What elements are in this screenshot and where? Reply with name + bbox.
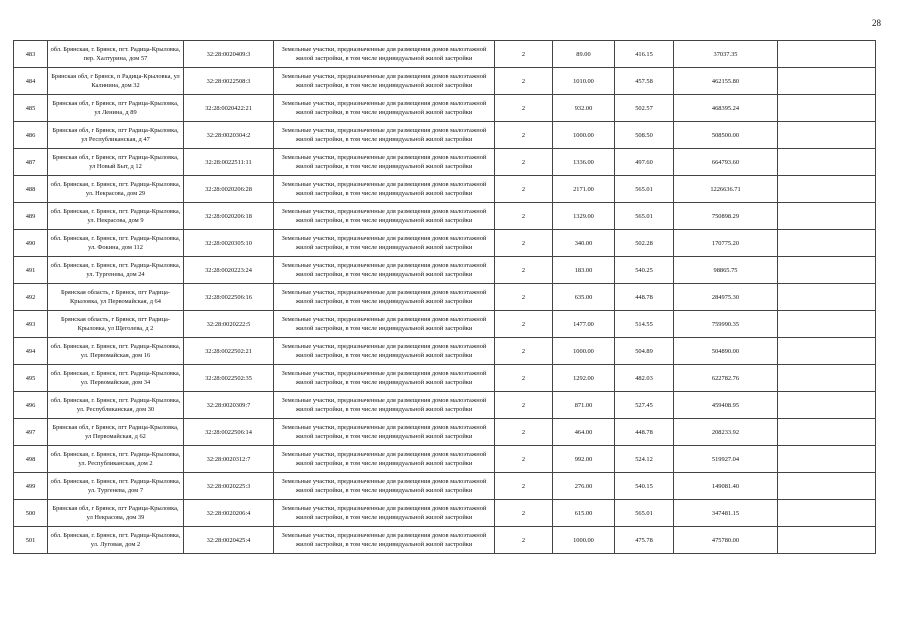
specific-value-cell: 482.03 bbox=[615, 365, 674, 392]
land-use-category-cell: Земельные участки, предназначенные для размещения домов малоэтажной жилой застройки, в том числе индивидуальной жилой застройки bbox=[274, 446, 495, 473]
land-use-category-cell: Земельные участки, предназначенные для размещения домов малоэтажной жилой застройки, в том числе индивидуальной жилой застройки bbox=[274, 392, 495, 419]
empty-cell bbox=[778, 41, 876, 68]
table-row bbox=[14, 230, 876, 257]
group-cell: 2 bbox=[495, 338, 553, 365]
cadastral-cost-cell: 284975.30 bbox=[674, 284, 778, 311]
table-row bbox=[14, 149, 876, 176]
specific-value-cell: 502.57 bbox=[615, 95, 674, 122]
row-number-cell: 501 bbox=[14, 527, 48, 554]
table-row bbox=[14, 446, 876, 473]
area-cell: 1010.00 bbox=[553, 68, 615, 95]
row-number-cell: 485 bbox=[14, 95, 48, 122]
specific-value-cell: 540.25 bbox=[615, 257, 674, 284]
group-cell: 2 bbox=[495, 500, 553, 527]
row-number-cell: 500 bbox=[14, 500, 48, 527]
land-use-category-cell: Земельные участки, предназначенные для размещения домов малоэтажной жилой застройки, в том числе индивидуальной жилой застройки bbox=[274, 203, 495, 230]
group-cell: 2 bbox=[495, 284, 553, 311]
group-cell: 2 bbox=[495, 419, 553, 446]
cadastral-cost-cell: 208233.92 bbox=[674, 419, 778, 446]
address-cell: обл. Брянская, г. Брянск, пгт. Радица-Крыловка, ул. Некрасова, дом 29 bbox=[48, 176, 184, 203]
land-use-category-cell: Земельные участки, предназначенные для размещения домов малоэтажной жилой застройки, в том числе индивидуальной жилой застройки bbox=[274, 95, 495, 122]
cadastral-number-cell: 32:28:0022502:35 bbox=[184, 365, 274, 392]
empty-cell bbox=[778, 500, 876, 527]
empty-cell bbox=[778, 230, 876, 257]
cadastral-number-cell: 32:28:0020206:4 bbox=[184, 500, 274, 527]
specific-value-cell: 565.01 bbox=[615, 203, 674, 230]
address-cell: обл. Брянская, г. Брянск, пгт. Радица-Крыловка, пер. Халтурина, дом 57 bbox=[48, 41, 184, 68]
group-cell: 2 bbox=[495, 365, 553, 392]
cadastral-cost-cell: 98865.75 bbox=[674, 257, 778, 284]
table-row bbox=[14, 419, 876, 446]
cadastral-number-cell: 32:28:0022506:16 bbox=[184, 284, 274, 311]
table-row bbox=[14, 392, 876, 419]
empty-cell bbox=[778, 311, 876, 338]
empty-cell bbox=[778, 95, 876, 122]
cadastral-cost-cell: 459408.95 bbox=[674, 392, 778, 419]
land-use-category-cell: Земельные участки, предназначенные для размещения домов малоэтажной жилой застройки, в том числе индивидуальной жилой застройки bbox=[274, 473, 495, 500]
land-use-category-cell: Земельные участки, предназначенные для размещения домов малоэтажной жилой застройки, в том числе индивидуальной жилой застройки bbox=[274, 419, 495, 446]
group-cell: 2 bbox=[495, 68, 553, 95]
cadastral-number-cell: 32:28:0020222:5 bbox=[184, 311, 274, 338]
table-row bbox=[14, 257, 876, 284]
row-number-cell: 483 bbox=[14, 41, 48, 68]
cadastral-number-cell: 32:28:0020206:28 bbox=[184, 176, 274, 203]
cadastral-number-cell: 32:28:0020206:18 bbox=[184, 203, 274, 230]
table-row bbox=[14, 365, 876, 392]
cadastral-value-table bbox=[13, 40, 876, 554]
row-number-cell: 490 bbox=[14, 230, 48, 257]
area-cell: 340.00 bbox=[553, 230, 615, 257]
table-row bbox=[14, 68, 876, 95]
empty-cell bbox=[778, 257, 876, 284]
cadastral-cost-cell: 750898.29 bbox=[674, 203, 778, 230]
area-cell: 1000.00 bbox=[553, 122, 615, 149]
land-use-category-cell: Земельные участки, предназначенные для размещения домов малоэтажной жилой застройки, в том числе индивидуальной жилой застройки bbox=[274, 41, 495, 68]
cadastral-number-cell: 32:28:0020304:2 bbox=[184, 122, 274, 149]
table-row bbox=[14, 338, 876, 365]
address-cell: обл. Брянская, г. Брянск, пгт. Радица-Крыловка, ул. Некрасова, дом 9 bbox=[48, 203, 184, 230]
specific-value-cell: 565.01 bbox=[615, 500, 674, 527]
specific-value-cell: 502.28 bbox=[615, 230, 674, 257]
area-cell: 615.00 bbox=[553, 500, 615, 527]
cadastral-cost-cell: 622782.76 bbox=[674, 365, 778, 392]
empty-cell bbox=[778, 203, 876, 230]
empty-cell bbox=[778, 338, 876, 365]
row-number-cell: 495 bbox=[14, 365, 48, 392]
area-cell: 1477.00 bbox=[553, 311, 615, 338]
empty-cell bbox=[778, 365, 876, 392]
area-cell: 1336.00 bbox=[553, 149, 615, 176]
land-use-category-cell: Земельные участки, предназначенные для размещения домов малоэтажной жилой застройки, в том числе индивидуальной жилой застройки bbox=[274, 365, 495, 392]
table-row bbox=[14, 284, 876, 311]
land-use-category-cell: Земельные участки, предназначенные для размещения домов малоэтажной жилой застройки, в том числе индивидуальной жилой застройки bbox=[274, 176, 495, 203]
address-cell: Брянская обл, г Брянск, пгт Радица-Крыловка, ул Первомайская, д 62 bbox=[48, 419, 184, 446]
cadastral-number-cell: 32:28:0020312:7 bbox=[184, 446, 274, 473]
specific-value-cell: 527.45 bbox=[615, 392, 674, 419]
specific-value-cell: 475.78 bbox=[615, 527, 674, 554]
area-cell: 992.00 bbox=[553, 446, 615, 473]
specific-value-cell: 448.78 bbox=[615, 284, 674, 311]
empty-cell bbox=[778, 392, 876, 419]
table-row bbox=[14, 311, 876, 338]
area-cell: 1000.00 bbox=[553, 527, 615, 554]
land-use-category-cell: Земельные участки, предназначенные для размещения домов малоэтажной жилой застройки, в том числе индивидуальной жилой застройки bbox=[274, 500, 495, 527]
address-cell: обл. Брянская, г. Брянск, пгт. Радица-Крыловка, ул. Республиканская, дом 30 bbox=[48, 392, 184, 419]
cadastral-number-cell: 32:28:0020409:3 bbox=[184, 41, 274, 68]
group-cell: 2 bbox=[495, 176, 553, 203]
area-cell: 183.00 bbox=[553, 257, 615, 284]
row-number-cell: 499 bbox=[14, 473, 48, 500]
area-cell: 635.00 bbox=[553, 284, 615, 311]
page-number: 28 bbox=[872, 18, 881, 28]
row-number-cell: 494 bbox=[14, 338, 48, 365]
specific-value-cell: 497.60 bbox=[615, 149, 674, 176]
row-number-cell: 496 bbox=[14, 392, 48, 419]
area-cell: 1292.00 bbox=[553, 365, 615, 392]
row-number-cell: 489 bbox=[14, 203, 48, 230]
address-cell: обл. Брянская, г. Брянск, пгт. Радица-Крыловка, ул. Тургенева, дом 24 bbox=[48, 257, 184, 284]
empty-cell bbox=[778, 284, 876, 311]
area-cell: 276.00 bbox=[553, 473, 615, 500]
cadastral-cost-cell: 347481.15 bbox=[674, 500, 778, 527]
row-number-cell: 493 bbox=[14, 311, 48, 338]
address-cell: Брянская обл, г Брянск, пгт Радица-Крыловка, ул Республиканская, д 47 bbox=[48, 122, 184, 149]
group-cell: 2 bbox=[495, 122, 553, 149]
group-cell: 2 bbox=[495, 230, 553, 257]
table-row bbox=[14, 473, 876, 500]
address-cell: обл. Брянская, г. Брянск, пгт. Радица-Крыловка, ул. Республиканская, дом 2 bbox=[48, 446, 184, 473]
address-cell: Брянская область, г Брянск, пгт Радица-Крыловка, ул Первомайская, д 64 bbox=[48, 284, 184, 311]
row-number-cell: 497 bbox=[14, 419, 48, 446]
area-cell: 464.00 bbox=[553, 419, 615, 446]
cadastral-cost-cell: 462155.80 bbox=[674, 68, 778, 95]
area-cell: 871.00 bbox=[553, 392, 615, 419]
table-row bbox=[14, 95, 876, 122]
cadastral-number-cell: 32:28:0020223:24 bbox=[184, 257, 274, 284]
group-cell: 2 bbox=[495, 95, 553, 122]
specific-value-cell: 565.01 bbox=[615, 176, 674, 203]
cadastral-cost-cell: 468395.24 bbox=[674, 95, 778, 122]
table-body bbox=[14, 41, 876, 554]
cadastral-number-cell: 32:28:0022511:11 bbox=[184, 149, 274, 176]
empty-cell bbox=[778, 149, 876, 176]
row-number-cell: 487 bbox=[14, 149, 48, 176]
specific-value-cell: 514.55 bbox=[615, 311, 674, 338]
specific-value-cell: 448.78 bbox=[615, 419, 674, 446]
empty-cell bbox=[778, 473, 876, 500]
land-use-category-cell: Земельные участки, предназначенные для размещения домов малоэтажной жилой застройки, в том числе индивидуальной жилой застройки bbox=[274, 284, 495, 311]
land-use-category-cell: Земельные участки, предназначенные для размещения домов малоэтажной жилой застройки, в том числе индивидуальной жилой застройки bbox=[274, 149, 495, 176]
address-cell: Брянская обл, г Брянск, пгт Радица-Крыловка, ул Некрасова, дом 39 bbox=[48, 500, 184, 527]
address-cell: Брянская обл, г Брянск, пгт Радица-Крыловка, ул Новый Быт, д 12 bbox=[48, 149, 184, 176]
address-cell: Брянская обл, г Брянск, пгт Радица-Крыловка, ул Ленина, д 89 bbox=[48, 95, 184, 122]
address-cell: обл. Брянская, г. Брянск, пгт. Радица-Крыловка, ул. Первомайская, дом 16 bbox=[48, 338, 184, 365]
cadastral-number-cell: 32:28:0020305:10 bbox=[184, 230, 274, 257]
address-cell: Брянская обл, г Брянск, п Радица-Крыловка, ул Калинина, дом 32 bbox=[48, 68, 184, 95]
table-row bbox=[14, 527, 876, 554]
cadastral-cost-cell: 1226636.71 bbox=[674, 176, 778, 203]
land-use-category-cell: Земельные участки, предназначенные для размещения домов малоэтажной жилой застройки, в том числе индивидуальной жилой застройки bbox=[274, 527, 495, 554]
area-cell: 1000.00 bbox=[553, 338, 615, 365]
address-cell: обл. Брянская, г. Брянск, пгт. Радица-Крыловка, ул. Луговая, дом 2 bbox=[48, 527, 184, 554]
empty-cell bbox=[778, 527, 876, 554]
cadastral-number-cell: 32:28:0020225:3 bbox=[184, 473, 274, 500]
table-row bbox=[14, 500, 876, 527]
cadastral-cost-cell: 504890.00 bbox=[674, 338, 778, 365]
cadastral-cost-cell: 759990.35 bbox=[674, 311, 778, 338]
land-use-category-cell: Земельные участки, предназначенные для размещения домов малоэтажной жилой застройки, в том числе индивидуальной жилой застройки bbox=[274, 68, 495, 95]
area-cell: 2171.00 bbox=[553, 176, 615, 203]
row-number-cell: 488 bbox=[14, 176, 48, 203]
empty-cell bbox=[778, 122, 876, 149]
table-row bbox=[14, 203, 876, 230]
cadastral-number-cell: 32:28:0022506:14 bbox=[184, 419, 274, 446]
area-cell: 89.00 bbox=[553, 41, 615, 68]
group-cell: 2 bbox=[495, 392, 553, 419]
cadastral-number-cell: 32:28:0022508:3 bbox=[184, 68, 274, 95]
specific-value-cell: 540.15 bbox=[615, 473, 674, 500]
empty-cell bbox=[778, 68, 876, 95]
cadastral-number-cell: 32:28:0022502:21 bbox=[184, 338, 274, 365]
cadastral-cost-cell: 519927.04 bbox=[674, 446, 778, 473]
specific-value-cell: 504.89 bbox=[615, 338, 674, 365]
table-row bbox=[14, 176, 876, 203]
empty-cell bbox=[778, 176, 876, 203]
cadastral-cost-cell: 508500.00 bbox=[674, 122, 778, 149]
group-cell: 2 bbox=[495, 446, 553, 473]
group-cell: 2 bbox=[495, 203, 553, 230]
group-cell: 2 bbox=[495, 149, 553, 176]
land-use-category-cell: Земельные участки, предназначенные для размещения домов малоэтажной жилой застройки, в том числе индивидуальной жилой застройки bbox=[274, 311, 495, 338]
land-use-category-cell: Земельные участки, предназначенные для размещения домов малоэтажной жилой застройки, в том числе индивидуальной жилой застройки bbox=[274, 230, 495, 257]
area-cell: 1329.00 bbox=[553, 203, 615, 230]
group-cell: 2 bbox=[495, 311, 553, 338]
area-cell: 932.00 bbox=[553, 95, 615, 122]
empty-cell bbox=[778, 419, 876, 446]
row-number-cell: 498 bbox=[14, 446, 48, 473]
group-cell: 2 bbox=[495, 527, 553, 554]
specific-value-cell: 508.50 bbox=[615, 122, 674, 149]
cadastral-number-cell: 32:28:0020309:7 bbox=[184, 392, 274, 419]
table-row bbox=[14, 122, 876, 149]
cadastral-cost-cell: 664793.60 bbox=[674, 149, 778, 176]
cadastral-cost-cell: 37037.35 bbox=[674, 41, 778, 68]
row-number-cell: 491 bbox=[14, 257, 48, 284]
specific-value-cell: 524.12 bbox=[615, 446, 674, 473]
table-row bbox=[14, 41, 876, 68]
empty-cell bbox=[778, 446, 876, 473]
group-cell: 2 bbox=[495, 41, 553, 68]
address-cell: Брянская область, г Брянск, пгт Радица-Крыловка, ул Щеголева, д 2 bbox=[48, 311, 184, 338]
group-cell: 2 bbox=[495, 473, 553, 500]
cadastral-cost-cell: 170775.20 bbox=[674, 230, 778, 257]
land-use-category-cell: Земельные участки, предназначенные для размещения домов малоэтажной жилой застройки, в том числе индивидуальной жилой застройки bbox=[274, 257, 495, 284]
group-cell: 2 bbox=[495, 257, 553, 284]
specific-value-cell: 416.15 bbox=[615, 41, 674, 68]
specific-value-cell: 457.58 bbox=[615, 68, 674, 95]
cadastral-cost-cell: 475780.00 bbox=[674, 527, 778, 554]
land-use-category-cell: Земельные участки, предназначенные для размещения домов малоэтажной жилой застройки, в том числе индивидуальной жилой застройки bbox=[274, 338, 495, 365]
row-number-cell: 484 bbox=[14, 68, 48, 95]
cadastral-number-cell: 32:28:0020425:4 bbox=[184, 527, 274, 554]
cadastral-cost-cell: 149081.40 bbox=[674, 473, 778, 500]
land-use-category-cell: Земельные участки, предназначенные для размещения домов малоэтажной жилой застройки, в том числе индивидуальной жилой застройки bbox=[274, 122, 495, 149]
cadastral-number-cell: 32:28:0020422:21 bbox=[184, 95, 274, 122]
row-number-cell: 486 bbox=[14, 122, 48, 149]
address-cell: обл. Брянская, г. Брянск, пгт. Радица-Крыловка, ул. Тургенева, дом 7 bbox=[48, 473, 184, 500]
row-number-cell: 492 bbox=[14, 284, 48, 311]
address-cell: обл. Брянская, г. Брянск, пгт. Радица-Крыловка, ул. Фокина, дом 112 bbox=[48, 230, 184, 257]
address-cell: обл. Брянская, г. Брянск, пгт. Радица-Крыловка, ул. Первомайская, дом 34 bbox=[48, 365, 184, 392]
